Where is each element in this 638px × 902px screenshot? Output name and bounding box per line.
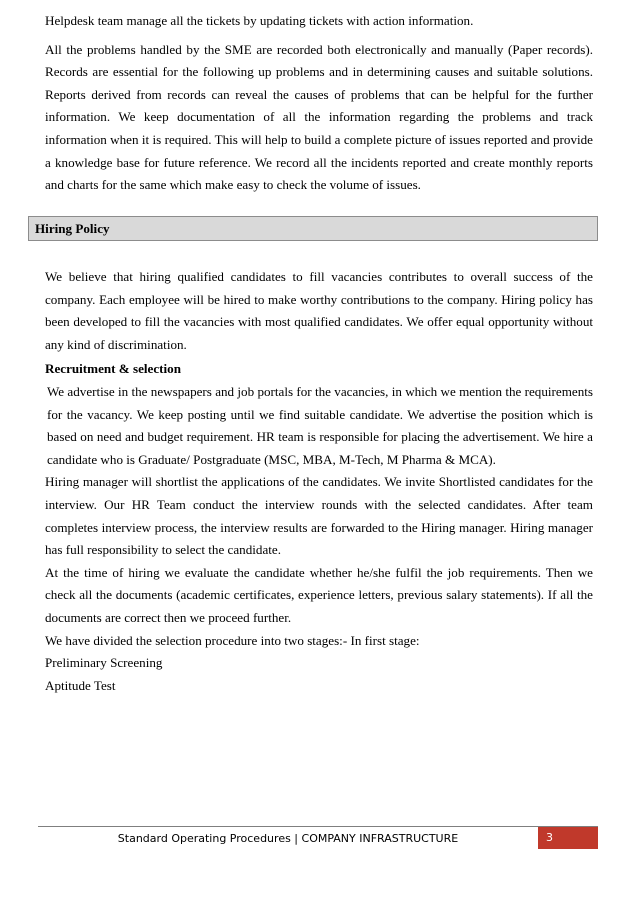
hiring-paragraph-4: At the time of hiring we evaluate the candidate whether he/she fulfil the job requirements. Then we check all the documents (academic certificates, experience letters, previous salary statements). If all the documents are correct then we proceed further.: [45, 564, 593, 625]
page-number-badge: 3: [538, 827, 598, 849]
hiring-section: [45, 266, 593, 697]
intro-paragraph-1: Helpdesk team manage all the tickets by updating tickets with action information.: [45, 13, 474, 28]
recruitment-subheading: Recruitment & selection: [45, 361, 181, 377]
stage-item-1: Preliminary Screening: [45, 655, 163, 671]
footer-text: Standard Operating Procedures | COMPANY INFRASTRUCTURE: [117, 832, 459, 845]
section-title: Hiring Policy: [35, 221, 110, 236]
section-header-hiring-policy: [28, 216, 598, 241]
intro-section: [45, 10, 593, 197]
footer-divider: [38, 826, 598, 827]
stage-item-2: Aptitude Test: [45, 677, 116, 693]
hiring-paragraph-5: We have divided the selection procedure into two stages:- In first stage:: [45, 632, 420, 648]
hiring-paragraph-1: We believe that hiring qualified candidates to fill vacancies contributes to overall success of the company. Each employee will be hired to make worthy contributions to the company. Hiring policy has been developed to fill the vacancies with most qualified candidates. We offer equal opportunity without any kind of discrimination.: [45, 269, 593, 352]
hiring-paragraph-3: Hiring manager will shortlist the applications of the candidates. We invite Shortlisted candidates for the interview. Our HR Team conduct the interview rounds with the selected candidates. After team completes interview process, the interview results are forwarded to the Hiring manager. Hiring manager has full responsibility to select the candidate.: [45, 474, 593, 558]
hiring-paragraph-2: We advertise in the newspapers and job portals for the vacancies, in which we mention the requirements for the vacancy. We keep posting until we find suitable candidate. We advertise the position which is based on need and budget requirement. HR team is responsible for placing the advertisement. We hire a candidate who is Graduate/ Postgraduate (MSC, MBA, M-Tech, M Pharma & MCA).: [47, 383, 593, 467]
intro-paragraph-2: All the problems handled by the SME are recorded both electronically and manually (Paper records). Records are essential for the following up problems and in determining causes and suitable solutions. Reports derived from records can reveal the causes of problems that can be helpful for the further information. We keep documentation of all the information regarding the problems and track information when it is required. This will help to build a complete picture of issues reported and provide a knowledge base for future reference. We record all the incidents reported and create monthly reports and charts for the same which make easy to check the volume of issues.: [45, 41, 593, 193]
